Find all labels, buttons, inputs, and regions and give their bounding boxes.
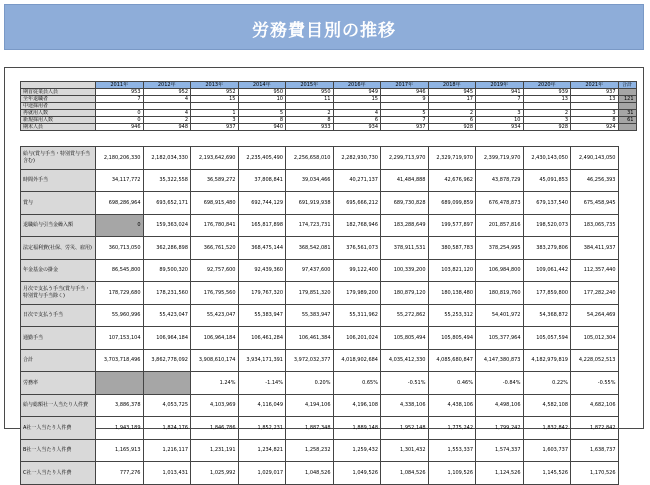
value-cell: -1.14%: [238, 372, 286, 395]
value-cell: [143, 372, 191, 395]
value-cell: 1,952,148: [381, 417, 429, 440]
value-cell: [191, 103, 239, 110]
value-cell: 360,713,050: [96, 237, 144, 260]
value-cell: 92,757,600: [191, 259, 239, 282]
value-cell: 11: [286, 96, 334, 103]
value-cell: 177,282,240: [571, 282, 619, 305]
value-cell: 924: [571, 124, 619, 131]
value-cell: 4,103,969: [191, 394, 239, 417]
value-cell: 8: [571, 117, 619, 124]
value-cell: 934: [476, 124, 524, 131]
row-label: 給与総額社一人当たり人件費: [21, 394, 96, 417]
value-cell: 950: [286, 89, 334, 96]
value-cell: 1,846,786: [191, 417, 239, 440]
value-cell: 106,201,024: [333, 327, 381, 350]
value-cell: 1,145,526: [523, 462, 571, 485]
value-cell: 4,035,412,330: [381, 349, 429, 372]
value-cell: 3,934,171,391: [238, 349, 286, 372]
cost-row: [21, 439, 619, 462]
value-cell: 4,338,106: [381, 394, 429, 417]
value-cell: 105,057,594: [523, 327, 571, 350]
value-cell: 103,821,120: [428, 259, 476, 282]
year-header-cell: 2021年: [571, 82, 619, 89]
value-cell: [476, 103, 524, 110]
value-cell: 689,099,859: [428, 192, 476, 215]
value-cell: 2,430,143,050: [523, 147, 571, 170]
value-cell: 2: [523, 110, 571, 117]
value-cell: 55,253,312: [428, 304, 476, 327]
value-cell: 159,363,024: [143, 214, 191, 237]
value-cell: 937: [191, 124, 239, 131]
value-cell: 2: [143, 117, 191, 124]
value-cell: 4,085,680,847: [428, 349, 476, 372]
row-label: 時間外手当: [21, 169, 96, 192]
value-cell: 35,322,558: [143, 169, 191, 192]
value-cell: 2,180,206,330: [96, 147, 144, 170]
value-cell: 777,276: [96, 462, 144, 485]
value-cell: 953: [96, 89, 144, 96]
row-label: 期首従業員人員: [21, 89, 96, 96]
value-cell: 182,768,946: [333, 214, 381, 237]
value-cell: 1,165,913: [96, 439, 144, 462]
value-cell: 4,582,108: [523, 394, 571, 417]
value-cell: 1,553,337: [428, 439, 476, 462]
value-cell: 1.24%: [191, 372, 239, 395]
value-cell: 4,196,108: [333, 394, 381, 417]
value-cell: 55,383,947: [238, 304, 286, 327]
value-cell: 1,852,231: [238, 417, 286, 440]
value-cell: 55,960,996: [96, 304, 144, 327]
value-cell: 39,034,466: [286, 169, 334, 192]
value-cell: 2,235,405,490: [238, 147, 286, 170]
value-cell: 4,194,106: [286, 394, 334, 417]
value-cell: 40,271,137: [333, 169, 381, 192]
value-cell: 676,478,873: [476, 192, 524, 215]
value-cell: 97,437,600: [286, 259, 334, 282]
total-cell: 121: [618, 96, 636, 103]
value-cell: 362,286,898: [143, 237, 191, 260]
value-cell: 376,561,073: [333, 237, 381, 260]
value-cell: 3,862,778,092: [143, 349, 191, 372]
value-cell: 7: [476, 96, 524, 103]
value-cell: 1,775,242: [428, 417, 476, 440]
row-label: 中途採用者: [21, 103, 96, 110]
row-label: 月次で支払う手当(賞与手当・特別賞与手当除く): [21, 282, 96, 305]
value-cell: 13: [523, 96, 571, 103]
value-cell: 1,216,117: [143, 439, 191, 462]
value-cell: 199,577,897: [428, 214, 476, 237]
value-cell: 1,603,737: [523, 439, 571, 462]
value-cell: 89,500,320: [143, 259, 191, 282]
cost-row: [21, 214, 619, 237]
title-banner: [4, 4, 644, 50]
year-header-cell: 2011年: [96, 82, 144, 89]
total-cell: [618, 124, 636, 131]
row-label: 給与(賞与手当・特別賞与手当含む): [21, 147, 96, 170]
value-cell: 43,878,729: [476, 169, 524, 192]
year-header-cell: 2018年: [428, 82, 476, 89]
value-cell: 3,886,378: [96, 394, 144, 417]
value-cell: 928: [523, 124, 571, 131]
value-cell: 2,299,713,970: [381, 147, 429, 170]
value-cell: 2,193,642,690: [191, 147, 239, 170]
value-cell: 4,147,380,873: [476, 349, 524, 372]
value-cell: 1,025,992: [191, 462, 239, 485]
value-cell: 107,153,104: [96, 327, 144, 350]
value-cell: 17: [428, 96, 476, 103]
value-cell: 0: [96, 110, 144, 117]
value-cell: 0.65%: [333, 372, 381, 395]
value-cell: 106,984,800: [476, 259, 524, 282]
value-cell: 3,703,718,496: [96, 349, 144, 372]
headcount-table: [20, 81, 637, 131]
row-label: 新規採用人数: [21, 117, 96, 124]
value-cell: [286, 103, 334, 110]
value-cell: 105,012,304: [571, 327, 619, 350]
value-cell: 180,819,760: [476, 282, 524, 305]
value-cell: 946: [96, 124, 144, 131]
value-cell: 4,682,106: [571, 394, 619, 417]
value-cell: 55,272,862: [381, 304, 429, 327]
value-cell: -0.55%: [571, 372, 619, 395]
value-cell: 4,228,052,513: [571, 349, 619, 372]
value-cell: [523, 103, 571, 110]
value-cell: 15: [191, 96, 239, 103]
value-cell: 176,795,560: [191, 282, 239, 305]
year-header-cell: 2016年: [333, 82, 381, 89]
value-cell: 7: [96, 96, 144, 103]
value-cell: 105,805,494: [381, 327, 429, 350]
value-cell: 15: [333, 96, 381, 103]
row-label: 日次で支払う手当: [21, 304, 96, 327]
value-cell: 41,484,888: [381, 169, 429, 192]
value-cell: 1: [191, 110, 239, 117]
value-cell: 3: [523, 117, 571, 124]
row-label: A社一人当たり人件費: [21, 417, 96, 440]
value-cell: 946: [381, 89, 429, 96]
row-label: 賞与: [21, 192, 96, 215]
value-cell: 54,264,469: [571, 304, 619, 327]
row-label: 期末人員: [21, 124, 96, 131]
value-cell: 1,170,526: [571, 462, 619, 485]
value-cell: 0: [96, 214, 144, 237]
value-cell: 693,652,171: [143, 192, 191, 215]
value-cell: 183,288,649: [381, 214, 429, 237]
value-cell: 112,357,440: [571, 259, 619, 282]
cost-row: [21, 462, 619, 485]
row-label: 法定福利費(社保、労災、雇用): [21, 237, 96, 260]
value-cell: 937: [571, 89, 619, 96]
page-title: 労務費目別の推移: [252, 21, 396, 41]
value-cell: 940: [238, 124, 286, 131]
value-cell: 1,258,232: [286, 439, 334, 462]
value-cell: 178,231,560: [143, 282, 191, 305]
cost-row: [21, 169, 619, 192]
value-cell: 36,589,272: [191, 169, 239, 192]
headcount-row: [21, 89, 637, 96]
value-cell: 380,587,783: [428, 237, 476, 260]
value-cell: 3,972,032,377: [286, 349, 334, 372]
value-cell: 55,423,047: [191, 304, 239, 327]
value-cell: 10: [476, 117, 524, 124]
value-cell: 45,091,853: [523, 169, 571, 192]
value-cell: 10: [238, 96, 286, 103]
value-cell: 106,461,284: [238, 327, 286, 350]
value-cell: [571, 103, 619, 110]
value-cell: 1,084,526: [381, 462, 429, 485]
value-cell: 3: [571, 110, 619, 117]
value-cell: 3: [476, 110, 524, 117]
value-cell: 1,301,432: [381, 439, 429, 462]
header-corner-cell: [21, 82, 96, 89]
value-cell: 1,832,842: [523, 417, 571, 440]
row-label: C社一人当たり人件費: [21, 462, 96, 485]
value-cell: 934: [333, 124, 381, 131]
year-header-cell: 2014年: [238, 82, 286, 89]
headcount-row: [21, 124, 637, 131]
row-label: B社一人当たり人件費: [21, 439, 96, 462]
row-label: 通勤手当: [21, 327, 96, 350]
cost-row: [21, 259, 619, 282]
cost-row: [21, 304, 619, 327]
value-cell: 949: [333, 89, 381, 96]
value-cell: 384,411,937: [571, 237, 619, 260]
headcount-row: [21, 110, 637, 117]
value-cell: 945: [428, 89, 476, 96]
value-cell: 54,368,872: [523, 304, 571, 327]
value-cell: 105,377,964: [476, 327, 524, 350]
value-cell: 106,964,184: [143, 327, 191, 350]
value-cell: 109,061,442: [523, 259, 571, 282]
year-header-cell: 2020年: [523, 82, 571, 89]
total-cell: 31: [618, 110, 636, 117]
value-cell: 1,234,821: [238, 439, 286, 462]
row-label: 全年退職者: [21, 96, 96, 103]
value-cell: 4,438,106: [428, 394, 476, 417]
value-cell: [96, 103, 144, 110]
year-header-cell: 2019年: [476, 82, 524, 89]
labor-cost-table: [20, 146, 619, 485]
value-cell: 0.46%: [428, 372, 476, 395]
value-cell: 1,799,242: [476, 417, 524, 440]
value-cell: 7: [381, 117, 429, 124]
row-label: 年金基金の掛金: [21, 259, 96, 282]
value-cell: 4,116,049: [238, 394, 286, 417]
spreadsheet-area: [4, 67, 644, 476]
value-cell: 4: [143, 96, 191, 103]
value-cell: 105,805,494: [428, 327, 476, 350]
value-cell: 54,401,972: [476, 304, 524, 327]
value-cell: 950: [238, 89, 286, 96]
value-cell: 1,259,432: [333, 439, 381, 462]
value-cell: 46,256,393: [571, 169, 619, 192]
value-cell: 1,638,737: [571, 439, 619, 462]
value-cell: 0.20%: [286, 372, 334, 395]
value-cell: 689,730,828: [381, 192, 429, 215]
value-cell: 1,943,189: [96, 417, 144, 440]
value-cell: 679,137,540: [523, 192, 571, 215]
value-cell: 952: [191, 89, 239, 96]
value-cell: 368,475,144: [238, 237, 286, 260]
headcount-row: [21, 117, 637, 124]
value-cell: 179,767,320: [238, 282, 286, 305]
total-header-cell: 合計: [618, 82, 636, 89]
cost-row: [21, 237, 619, 260]
row-label: 退職給与引当金繰入額: [21, 214, 96, 237]
value-cell: 948: [143, 124, 191, 131]
value-cell: 34,117,772: [96, 169, 144, 192]
value-cell: -0.84%: [476, 372, 524, 395]
value-cell: 2: [428, 110, 476, 117]
value-cell: 177,859,800: [523, 282, 571, 305]
value-cell: 1,574,337: [476, 439, 524, 462]
value-cell: 4,053,725: [143, 394, 191, 417]
row-label: 再就用人数: [21, 110, 96, 117]
value-cell: 92,439,360: [238, 259, 286, 282]
value-cell: [428, 103, 476, 110]
value-cell: 939: [523, 89, 571, 96]
value-cell: 179,989,200: [333, 282, 381, 305]
value-cell: 698,915,480: [191, 192, 239, 215]
value-cell: 692,744,129: [238, 192, 286, 215]
row-label: 合計: [21, 349, 96, 372]
value-cell: 378,911,531: [381, 237, 429, 260]
value-cell: 100,339,200: [381, 259, 429, 282]
cost-row: [21, 192, 619, 215]
value-cell: 55,311,962: [333, 304, 381, 327]
value-cell: 37,808,841: [238, 169, 286, 192]
value-cell: 55,383,947: [286, 304, 334, 327]
value-cell: 176,780,841: [191, 214, 239, 237]
year-header-cell: 2012年: [143, 82, 191, 89]
value-cell: 4: [333, 110, 381, 117]
value-cell: 9: [381, 96, 429, 103]
value-cell: 0: [96, 117, 144, 124]
value-cell: 2,399,719,970: [476, 147, 524, 170]
value-cell: 2,490,143,050: [571, 147, 619, 170]
value-cell: 198,520,073: [523, 214, 571, 237]
value-cell: 13: [571, 96, 619, 103]
value-cell: 4: [143, 110, 191, 117]
value-cell: 378,254,995: [476, 237, 524, 260]
cost-row: [21, 394, 619, 417]
value-cell: 366,761,520: [191, 237, 239, 260]
value-cell: 383,279,806: [523, 237, 571, 260]
value-cell: 6: [428, 117, 476, 124]
value-cell: [143, 103, 191, 110]
value-cell: [333, 103, 381, 110]
value-cell: 1,013,431: [143, 462, 191, 485]
value-cell: 180,879,120: [381, 282, 429, 305]
value-cell: 55,423,047: [143, 304, 191, 327]
value-cell: 106,461,384: [286, 327, 334, 350]
year-header-cell: 2015年: [286, 82, 334, 89]
value-cell: 4,498,106: [476, 394, 524, 417]
value-cell: 1,887,348: [286, 417, 334, 440]
value-cell: 180,138,480: [428, 282, 476, 305]
value-cell: 99,122,400: [333, 259, 381, 282]
cost-row: [21, 349, 619, 372]
value-cell: [96, 372, 144, 395]
value-cell: 165,817,898: [238, 214, 286, 237]
value-cell: 2,329,719,970: [428, 147, 476, 170]
value-cell: 1,029,017: [238, 462, 286, 485]
value-cell: 1,872,842: [571, 417, 619, 440]
value-cell: 1,048,526: [286, 462, 334, 485]
value-cell: 6: [333, 117, 381, 124]
total-cell: [618, 103, 636, 110]
value-cell: 368,542,081: [286, 237, 334, 260]
value-cell: 42,676,962: [428, 169, 476, 192]
value-cell: 691,919,938: [286, 192, 334, 215]
value-cell: 178,729,680: [96, 282, 144, 305]
cost-row: [21, 147, 619, 170]
value-cell: [238, 103, 286, 110]
value-cell: 1,231,191: [191, 439, 239, 462]
value-cell: 8: [238, 117, 286, 124]
value-cell: 4,182,979,819: [523, 349, 571, 372]
value-cell: 675,458,945: [571, 192, 619, 215]
value-cell: 5: [238, 110, 286, 117]
cost-row: [21, 327, 619, 350]
value-cell: 183,065,735: [571, 214, 619, 237]
header-row: [21, 82, 637, 89]
value-cell: 933: [286, 124, 334, 131]
value-cell: 937: [381, 124, 429, 131]
value-cell: 8: [286, 117, 334, 124]
value-cell: 1,109,526: [428, 462, 476, 485]
headcount-row: [21, 103, 637, 110]
value-cell: 179,851,320: [286, 282, 334, 305]
headcount-row: [21, 96, 637, 103]
value-cell: 695,666,212: [333, 192, 381, 215]
value-cell: 106,964,184: [191, 327, 239, 350]
year-header-cell: 2013年: [191, 82, 239, 89]
value-cell: 4,018,902,684: [333, 349, 381, 372]
value-cell: 5: [381, 110, 429, 117]
value-cell: 0.22%: [523, 372, 571, 395]
value-cell: [381, 103, 429, 110]
value-cell: 3,908,610,174: [191, 349, 239, 372]
value-cell: 3: [191, 117, 239, 124]
value-cell: 952: [143, 89, 191, 96]
cost-row: [21, 282, 619, 305]
value-cell: 2,282,930,730: [333, 147, 381, 170]
value-cell: 2,182,034,330: [143, 147, 191, 170]
value-cell: 2,256,658,010: [286, 147, 334, 170]
total-cell: 61: [618, 117, 636, 124]
total-cell: [618, 89, 636, 96]
value-cell: 1,889,148: [333, 417, 381, 440]
value-cell: -0.51%: [381, 372, 429, 395]
value-cell: 201,857,816: [476, 214, 524, 237]
value-cell: 698,286,964: [96, 192, 144, 215]
value-cell: 174,723,731: [286, 214, 334, 237]
value-cell: 1,049,526: [333, 462, 381, 485]
value-cell: 86,545,800: [96, 259, 144, 282]
cost-row: [21, 372, 619, 395]
value-cell: 941: [476, 89, 524, 96]
value-cell: 1,124,526: [476, 462, 524, 485]
row-label: 労務率: [21, 372, 96, 395]
value-cell: 2: [286, 110, 334, 117]
year-header-cell: 2017年: [381, 82, 429, 89]
value-cell: 1,824,176: [143, 417, 191, 440]
value-cell: 928: [428, 124, 476, 131]
